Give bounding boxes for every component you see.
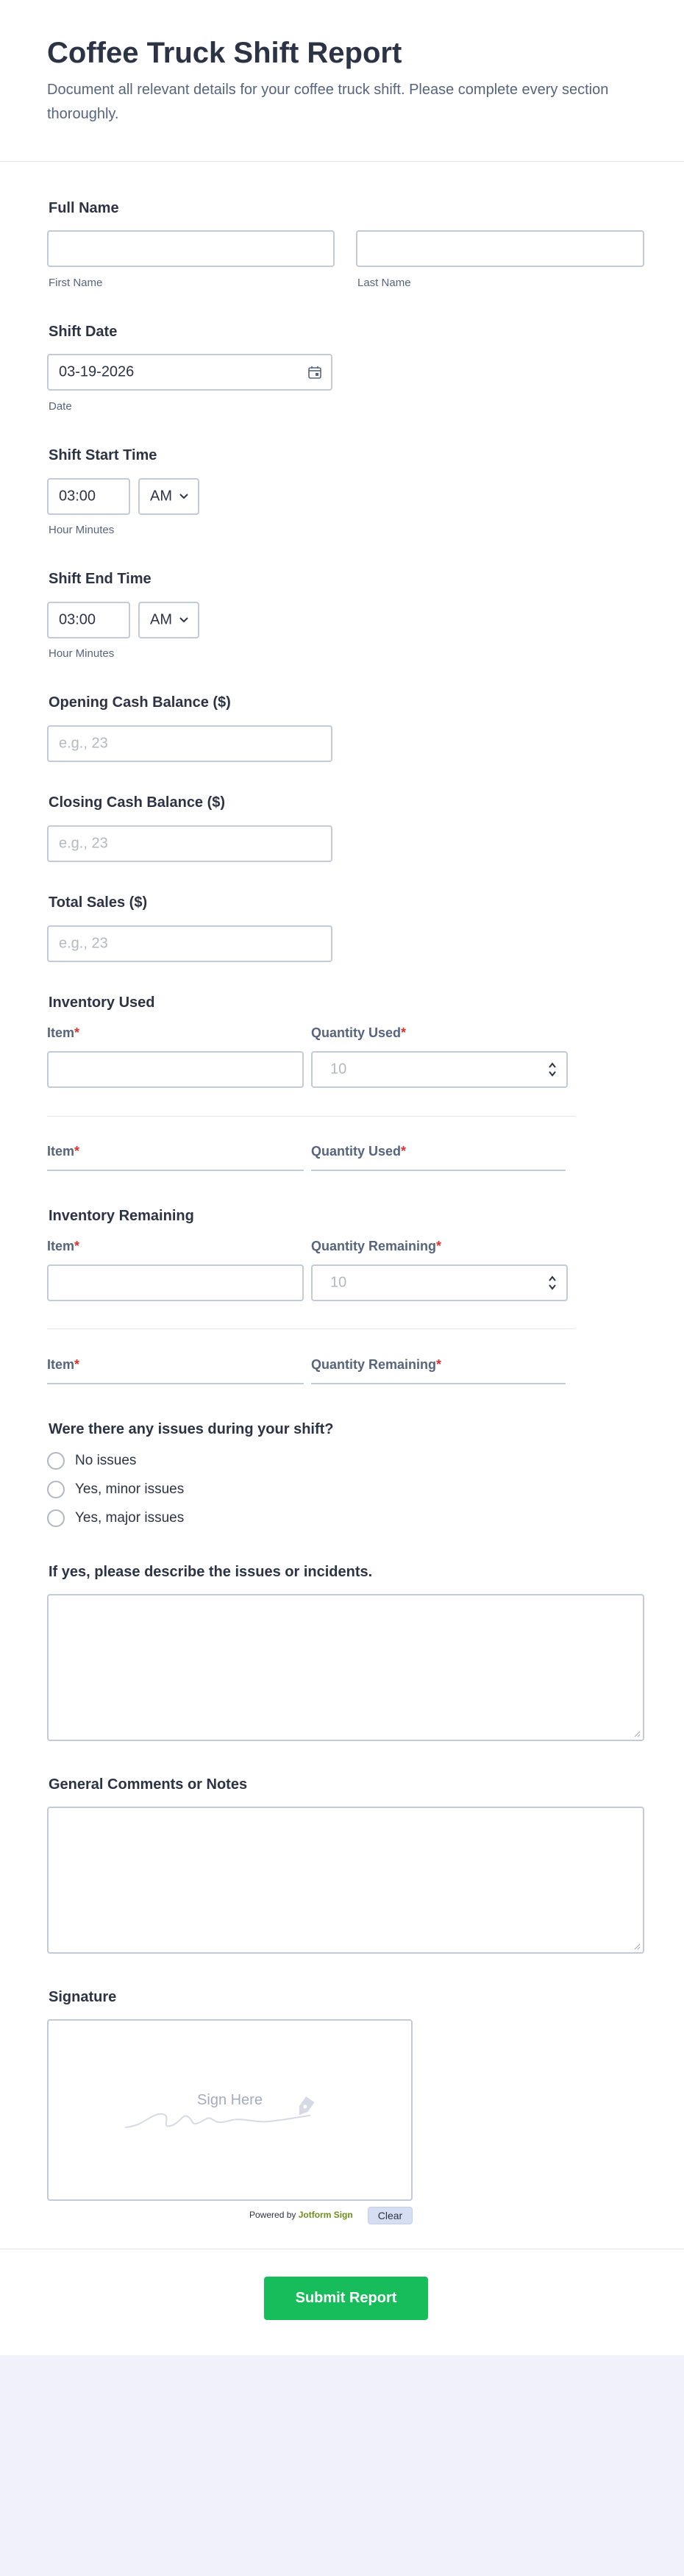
shift-date-sublabel: Date (49, 400, 72, 413)
form-description: Document all relevant details for your coffee truck shift. Please complete every section thoroughly. (47, 82, 609, 122)
inventory-used-qty-header: Quantity Used* (311, 1025, 407, 1040)
opening-cash-label: Opening Cash Balance ($) (49, 694, 231, 711)
shift-date-value: 03-19-2026 (59, 363, 135, 380)
inventory-remaining-label: Inventory Remaining (49, 1208, 194, 1224)
resize-handle-icon[interactable] (633, 1943, 641, 1950)
inventory-used-label: Inventory Used (49, 995, 155, 1011)
inventory-used-item-underline (47, 1170, 304, 1171)
signature-label: Signature (49, 1989, 117, 2005)
shift-start-time-value: 03:00 (59, 488, 96, 505)
form-header (0, 0, 684, 162)
issues-description-label: If yes, please describe the issues or incidents. (49, 1564, 373, 1580)
issues-description-textarea[interactable] (47, 1594, 644, 1741)
spinner-arrows-icon[interactable] (547, 1273, 557, 1293)
last-name-input[interactable] (356, 230, 644, 267)
inventory-used-item-header: Item* (47, 1025, 80, 1040)
full-name-label: Full Name (49, 200, 119, 216)
opening-cash-input[interactable] (47, 725, 332, 762)
total-sales-input[interactable] (47, 925, 332, 962)
shift-end-label: Shift End Time (49, 571, 152, 587)
submit-button[interactable]: Submit Report (264, 2277, 428, 2320)
signature-pad[interactable] (47, 2019, 413, 2201)
signature-scribble-icon (122, 2091, 335, 2135)
shift-end-ampm-value: AM (150, 611, 172, 628)
chevron-down-icon (179, 493, 189, 500)
inventory-remaining-qty-input[interactable] (311, 1264, 568, 1301)
closing-cash-input[interactable] (47, 825, 332, 862)
shift-end-time-input[interactable] (47, 602, 130, 638)
inventory-used-item-header-row2: Item* (47, 1144, 80, 1159)
shift-date-input[interactable] (47, 354, 332, 391)
inventory-remaining-item-header: Item* (47, 1239, 80, 1253)
form-title: Coffee Truck Shift Report (47, 37, 402, 69)
inventory-remaining-divider (47, 1328, 575, 1329)
inventory-remaining-qty-underline (311, 1383, 566, 1384)
calendar-icon[interactable] (307, 365, 322, 380)
last-name-sublabel: Last Name (357, 277, 411, 289)
issues-option-label: Yes, minor issues (75, 1481, 185, 1497)
shift-date-label: Shift Date (49, 324, 118, 340)
shift-end-ampm-select[interactable] (138, 602, 199, 638)
issues-label: Were there any issues during your shift? (49, 1421, 334, 1437)
comments-label: General Comments or Notes (49, 1776, 248, 1793)
spinner-arrows-icon[interactable] (547, 1059, 557, 1080)
inventory-used-qty-underline (311, 1170, 566, 1171)
inventory-used-qty-placeholder: 10 (330, 1061, 347, 1078)
inventory-remaining-item-underline (47, 1383, 304, 1384)
resize-handle-icon[interactable] (633, 1730, 641, 1737)
clear-signature-button[interactable]: Clear (368, 2207, 413, 2224)
inventory-remaining-qty-header: Quantity Remaining* (311, 1239, 442, 1253)
shift-start-time-input[interactable] (47, 478, 130, 515)
radio-button[interactable] (47, 1452, 65, 1470)
shift-start-ampm-value: AM (150, 488, 172, 505)
chevron-down-icon (179, 616, 189, 624)
radio-button[interactable] (47, 1481, 65, 1498)
total-sales-placeholder: e.g., 23 (59, 935, 108, 952)
shift-end-time-value: 03:00 (59, 611, 96, 628)
inventory-used-divider (47, 1116, 575, 1117)
comments-textarea[interactable] (47, 1807, 644, 1954)
issues-option-no[interactable] (47, 1451, 136, 1471)
inventory-used-qty-header-row2: Quantity Used* (311, 1144, 407, 1159)
inventory-remaining-item-input[interactable] (47, 1264, 304, 1301)
radio-button[interactable] (47, 1509, 65, 1527)
inventory-used-qty-input[interactable] (311, 1051, 568, 1088)
total-sales-label: Total Sales ($) (49, 894, 148, 911)
issues-option-label: No issues (75, 1453, 137, 1468)
shift-start-ampm-select[interactable] (138, 478, 199, 515)
closing-cash-placeholder: e.g., 23 (59, 835, 108, 852)
opening-cash-placeholder: e.g., 23 (59, 735, 108, 752)
inventory-used-item-input[interactable] (47, 1051, 304, 1088)
inventory-remaining-qty-placeholder: 10 (330, 1274, 347, 1291)
inventory-remaining-item-header-row2: Item* (47, 1357, 80, 1372)
issues-option-label: Yes, major issues (75, 1510, 185, 1526)
closing-cash-label: Closing Cash Balance ($) (49, 794, 226, 811)
inventory-remaining-qty-header-row2: Quantity Remaining* (311, 1357, 442, 1372)
sign-here-placeholder: Sign Here (197, 2092, 263, 2108)
shift-start-sublabel: Hour Minutes (49, 524, 115, 536)
powered-by-text: Powered by Jotform Sign (249, 2210, 353, 2220)
shift-end-sublabel: Hour Minutes (49, 647, 115, 660)
issues-option-minor[interactable] (47, 1479, 184, 1500)
shift-start-label: Shift Start Time (49, 447, 157, 463)
first-name-sublabel: First Name (49, 277, 103, 289)
issues-option-major[interactable] (47, 1508, 184, 1529)
first-name-input[interactable] (47, 230, 335, 267)
